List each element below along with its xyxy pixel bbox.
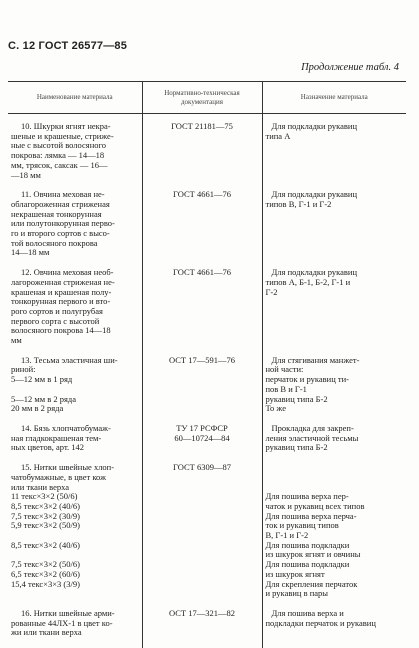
text-line: ТУ 17 РСФСР	[146, 424, 259, 434]
text-line: пов В и Г-1	[266, 385, 404, 395]
cell-document	[142, 268, 262, 346]
text-line: подкладки перчаток и рукавиц	[266, 619, 404, 629]
text-line: ные с высотой волосяного	[11, 141, 139, 151]
text-line: 10. Шкурки ягнят некра-	[11, 122, 139, 132]
text-line: чатобумажные, в цвет кож	[11, 473, 139, 483]
text-line: Для подкладки рукавиц	[266, 190, 404, 200]
text-line: 15,4 текс×3×3 (3/9)	[11, 580, 139, 590]
text-line: риной:	[11, 365, 139, 375]
cell-document	[142, 114, 262, 181]
text-line: 14. Бязь хлопчатобумаж-	[11, 424, 139, 434]
text-line: 12. Овчина меховая необ-	[11, 268, 139, 278]
text-line: Для пошива верха и	[266, 609, 404, 619]
text-line: мм	[11, 336, 139, 346]
text-line: из шкурок ягнят и овчины	[266, 550, 404, 560]
text-line: —18 мм	[11, 171, 139, 181]
text-line: рого сортов и полугрубая	[11, 307, 139, 317]
cell-purpose	[262, 114, 406, 181]
text-line: 20 мм в 2 ряда	[11, 404, 139, 414]
text-line: покрова: лямка — 14—18	[11, 151, 139, 161]
text-line: Прокладка для закреп-	[266, 424, 404, 434]
text-line: мм, трясок, саксак — 16—	[11, 161, 139, 171]
text-line: 60—10724—84	[146, 434, 259, 444]
table-header-row	[8, 82, 406, 114]
text-line: 5—12 мм в 2 ряда	[11, 395, 139, 405]
materials-table	[8, 81, 406, 648]
text-line: 13. Тесьма эластичная ши-	[11, 356, 139, 366]
text-line: Для пошива верха пер-	[266, 492, 404, 502]
table-body	[8, 114, 406, 648]
text-line: шеные и крашеные, стриже-	[11, 132, 139, 142]
text-line: Г-2	[266, 288, 404, 298]
text-line: типов А, Б-1, Б-2, Г-1 и	[266, 278, 404, 288]
text-line: 11. Овчина меховая не-	[11, 190, 139, 200]
cell-purpose	[262, 190, 406, 258]
text-line: рукавиц типа Б-2	[266, 443, 404, 453]
text-line: той волосяного покрова	[11, 239, 139, 249]
text-line: ной части:	[266, 365, 404, 375]
text-line: 11 текс×3×2 (50/6)	[11, 492, 139, 502]
text-line: тонкорунная первого и вто-	[11, 297, 139, 307]
text-line: рованные 44ЛХ-1 в цвет ко-	[11, 619, 139, 629]
text-line: ГОСТ 21181—75	[146, 122, 259, 132]
text-line: ОСТ 17—591—76	[146, 356, 259, 366]
cell-material	[8, 424, 142, 453]
cell-material	[8, 190, 142, 258]
table-row	[8, 609, 406, 638]
text-line: первого сорта с высотой	[11, 317, 139, 327]
text-line: ления эластичной тесьмы	[266, 434, 404, 444]
text-line: 7,5 текс×3×2 (50/6)	[11, 560, 139, 570]
text-line: лагороженная стриженая не-	[11, 278, 139, 288]
cell-purpose	[262, 424, 406, 453]
spacer-cell	[262, 638, 406, 648]
text-line: из шкурок ягнят	[266, 570, 404, 580]
text-line: го и второго сортов с высо-	[11, 229, 139, 239]
cell-document	[142, 190, 262, 258]
page-header: С. 12 ГОСТ 26577—85	[8, 40, 127, 52]
cell-purpose	[262, 463, 406, 599]
text-line: волосяного покрова 14—18	[11, 326, 139, 336]
column-header-material: Наименование материала	[8, 82, 142, 114]
table-row	[8, 190, 406, 258]
text-line: ГОСТ 6309—87	[146, 463, 259, 473]
text-line: ГОСТ 4661—76	[146, 268, 259, 278]
table-row	[8, 424, 406, 453]
row-spacer	[8, 638, 406, 648]
cell-material	[8, 463, 142, 599]
text-line: Для скрепления перчаток	[266, 580, 404, 590]
text-line: 8,5 текс×3×2 (40/6)	[11, 502, 139, 512]
text-line: Для подкладки рукавиц	[266, 122, 404, 132]
spacer-cell	[262, 453, 406, 463]
text-line: ОСТ 17—321—82	[146, 609, 259, 619]
table-row	[8, 114, 406, 181]
cell-document	[142, 463, 262, 599]
cell-purpose	[262, 609, 406, 638]
text-line: Для пошива подкладки	[266, 541, 404, 551]
column-header-purpose: Назначение материала	[262, 82, 406, 114]
text-line: 7,5 текс×3×2 (30/9)	[11, 512, 139, 522]
cell-material	[8, 268, 142, 346]
text-line: облагороженная стриженая	[11, 200, 139, 210]
text-line: ГОСТ 4661—76	[146, 190, 259, 200]
cell-purpose	[262, 268, 406, 346]
cell-document	[142, 356, 262, 414]
text-line: ных цветов, арт. 142	[11, 443, 139, 453]
text-line: Для подкладки рукавиц	[266, 268, 404, 278]
text-line: 16. Нитки швейные арми-	[11, 609, 139, 619]
text-line: типов В, Г-1 и Г-2	[266, 200, 404, 210]
cell-document	[142, 609, 262, 638]
text-line: чаток и рукавиц всех типов	[266, 502, 404, 512]
text-line: То же	[266, 404, 404, 414]
text-line: 15. Нитки швейные хлоп-	[11, 463, 139, 473]
text-line: перчаток и рукавиц ти-	[266, 375, 404, 385]
text-line: В, Г-1 и Г-2	[266, 531, 404, 541]
text-line: 5—12 мм в 1 ряд	[11, 375, 139, 385]
table-row	[8, 356, 406, 414]
text-line: 14—18 мм	[11, 248, 139, 258]
cell-material	[8, 609, 142, 638]
text-line: 5,9 текс×3×2 (50/9)	[11, 521, 139, 531]
text-line: Для пошива подкладки	[266, 560, 404, 570]
table-row	[8, 463, 406, 599]
text-line: крашеная и крашеная полу-	[11, 288, 139, 298]
cell-purpose	[262, 356, 406, 414]
text-line: рукавиц типа Б-2	[266, 395, 404, 405]
cell-document	[142, 424, 262, 453]
text-line: или ткани верха	[11, 483, 139, 493]
text-line: 8,5 текс×3×2 (40/6)	[11, 541, 139, 551]
text-line: или полутонкорунная перво-	[11, 219, 139, 229]
text-line: некрашеная тонкорунная	[11, 210, 139, 220]
text-line: ток и рукавиц типов	[266, 521, 404, 531]
spacer-cell	[8, 638, 142, 648]
table-row	[8, 268, 406, 346]
text-line	[266, 463, 404, 473]
text-line: Для стягивания манжет-	[266, 356, 404, 366]
cell-material	[8, 356, 142, 414]
text-line: типа А	[266, 132, 404, 142]
text-line: и рукавиц в пары	[266, 589, 404, 599]
spacer-cell	[142, 638, 262, 648]
text-line	[266, 473, 404, 483]
text-line: Для пошива верха перча-	[266, 512, 404, 522]
column-header-document: Нормативно-техническая документация	[142, 82, 262, 114]
text-line: ная гладкокрашеная тем-	[11, 434, 139, 444]
cell-material	[8, 114, 142, 181]
table-continuation-label: Продолжение табл. 4	[301, 62, 399, 73]
text-line: 6,5 текс×3×2 (60/6)	[11, 570, 139, 580]
text-line: жи или ткани верха	[11, 628, 139, 638]
